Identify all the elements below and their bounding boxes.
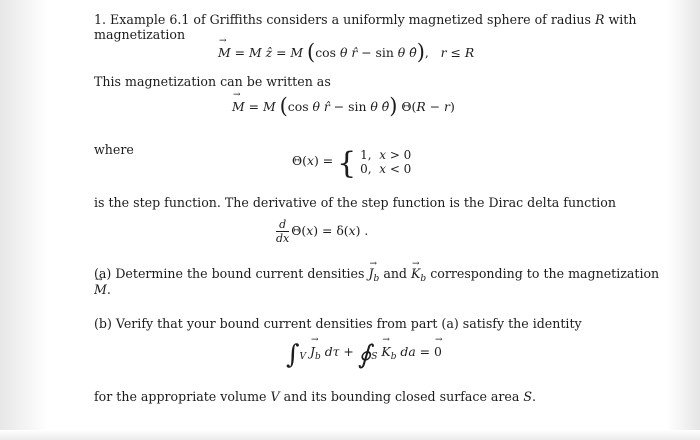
page-shadow-bottom (0, 430, 700, 440)
derivative-fraction: $\frac{d}{dx}$ (276, 218, 290, 245)
problem-number: 1. (94, 12, 107, 27)
step-case-negative: 0, x < 0 (360, 161, 412, 176)
step-case-positive: 1, x > 0 (360, 147, 412, 162)
part-b: (b) Verify that your bound current densities from part (a) satisfy the identity (94, 316, 582, 331)
closing-text: for the appropriate volume V and its bounding closed surface area S. (94, 389, 537, 404)
where-text: where (94, 142, 134, 157)
page-shadow-left (0, 0, 48, 440)
page-shadow-right (666, 0, 700, 440)
intro-line-2: magnetization (94, 27, 186, 42)
step-description: is the step function. The derivative of the step function is the Dirac delta function (94, 195, 617, 210)
intro-line-1 (94, 12, 636, 27)
equation-step-function: Θ(x) = { 1, x > 0 0, x < 0 (292, 146, 412, 181)
intro-text: Example 6.1 of Griffiths considers a uniformly magnetized sphere of radius R with (110, 12, 637, 27)
part-a-line-1: (a) Determine the bound current densities $J \to_b$ and $K \to_b$ corresponding to the magnetization (94, 266, 659, 287)
equation-step-magnetization: M → = M (cos θ r̂ − sin θ θ̂) Θ(R − r) (232, 94, 455, 118)
equation-derivative: $\frac{d}{dx}$ Θ(x) = δ(x) . (276, 218, 369, 245)
rewrite-text: This magnetization can be written as (94, 74, 331, 89)
equation-magnetization: M → = M ẑ = M (cos θ r̂ − sin θ θ̂), r ≤ R (218, 40, 474, 64)
part-a-line-2: M →. (94, 282, 111, 297)
equation-identity: $\int_V$ $J \to_b$ $d\tau + ∮_S$ $K \to_b$ da = 0 → (286, 340, 442, 370)
